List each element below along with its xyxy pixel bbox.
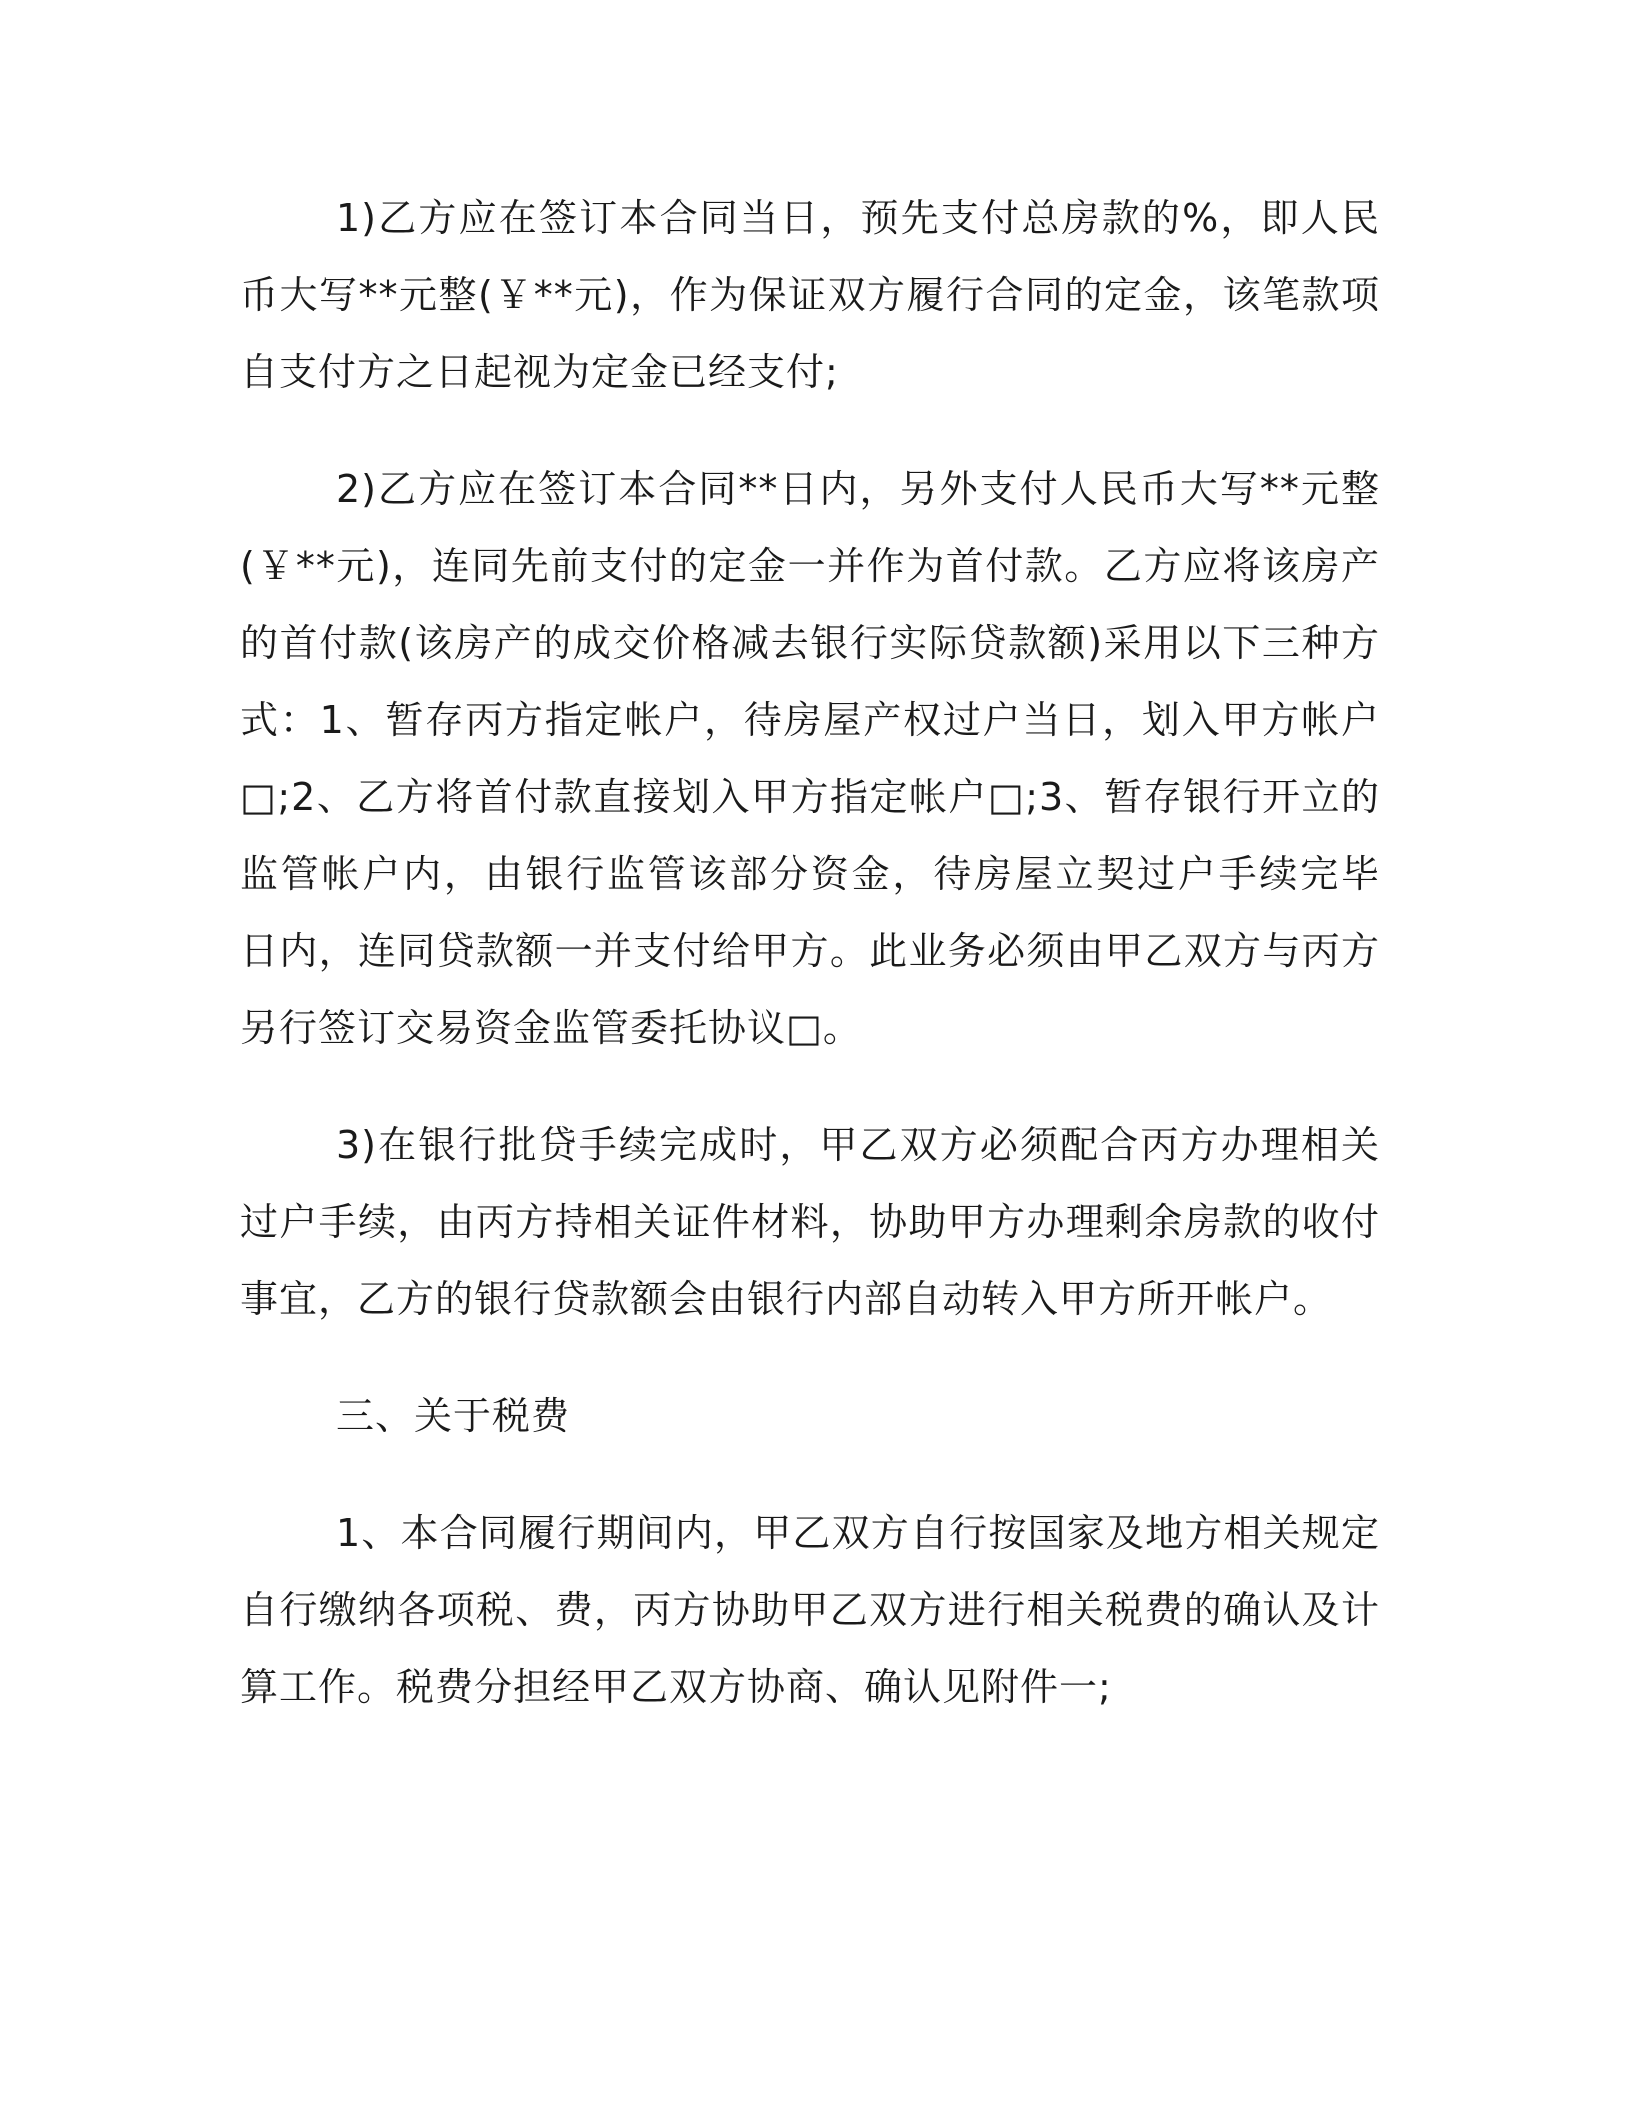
document-body [240,180,1380,1766]
paragraph-down-payment: 2)乙方应在签订本合同**日内，另外支付人民币大写**元整(￥**元)，连同先前支付的定金一并作为首付款。乙方应将该房产的首付款(该房产的成交价格减去银行实际贷款额)采用以下三种方式：1、暂存丙方指定帐户，待房屋产权过户当日，划入甲方帐户□;2、乙方将首付款直接划入甲方指定帐户□;3、暂存银行开立的监管帐户内，由银行监管该部分资金，待房屋立契过户手续完毕 日内，连同贷款额一并支付给甲方。此业务必须由甲乙双方与丙方另行签订交易资金监管委托协议□。 [240,467,1380,1050]
paragraph-tax-payment: 1、本合同履行期间内，甲乙双方自行按国家及地方相关规定自行缴纳各项税、费，丙方协助甲乙双方进行相关税费的确认及计算工作。税费分担经甲乙双方协商、确认见附件一; [240,1511,1380,1709]
paragraph-deposit: 1)乙方应在签订本合同当日，预先支付总房款的%，即人民币大写**元整(￥**元)，作为保证双方履行合同的定金，该笔款项自支付方之日起视为定金已经支付; [240,196,1380,394]
paragraph-loan-transfer: 3)在银行批贷手续完成时，甲乙双方必须配合丙方办理相关过户手续，由丙方持相关证件材料，协助甲方办理剩余房款的收付事宜，乙方的银行贷款额会由银行内部自动转入甲方所开帐户。 [240,1123,1380,1321]
section-heading-taxes: 三、关于税费 [336,1394,571,1438]
